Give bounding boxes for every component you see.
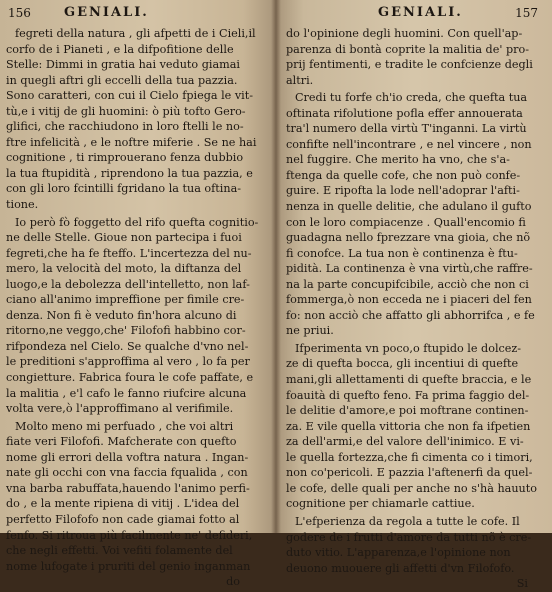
text-line: nome lufogate i pruriti del genio inganman [6, 559, 251, 573]
text-line: nome gli errori della voftra natura . Ingan- [6, 450, 249, 464]
text-line: le preditioni s'approffima al vero , lo fa per [6, 355, 250, 369]
text-line: denza. Non fi è veduto fin'hora alcuno di [6, 308, 237, 322]
text-line: fegreti della natura , gli afpetti de i Cieli,il [15, 27, 256, 40]
text-line: do l'opinione degli huomini. Con quell'ap- [286, 27, 523, 40]
text-line: na la parte concupifcibile, acciò che non ci [286, 277, 529, 291]
text-line: corfo de i Pianeti , e la difpofitione delle [6, 42, 234, 56]
text-line: nenza in quelle delitie, che adulano il gufto [286, 200, 532, 214]
text-line: oftinata rifolutione pofla effer annouerata [286, 106, 523, 120]
text-line: volta vere,ò l'approffimano al verifimile. [6, 402, 234, 416]
text-line: ne priui. [286, 324, 334, 338]
text-line: prij fentimenti, e tradite le confcienze degli [286, 58, 533, 72]
right-page-text [286, 24, 546, 592]
text-line: L'efperienza da regola a tutte le cofe. Il [295, 514, 520, 528]
text-line: do , e la mente ripiena di vitij . L'idea del [6, 497, 240, 511]
text-line: Molto meno mi perfuado , che voi altri [15, 419, 234, 433]
text-line: la malitia , e'l cafo le fanno riufcire alcuna [6, 386, 247, 400]
left-page-text [6, 24, 268, 590]
text-line: guire. E ripofta la lode nell'adoprar l'afti- [286, 184, 520, 198]
text-line: parenza di bontà coprite la malitia de' pro- [286, 42, 529, 56]
paragraph [286, 341, 546, 512]
text-line: le delitie d'amore,e poi moftrane continen- [286, 404, 529, 418]
paragraph [286, 26, 546, 88]
text-line: deuono muouere gli affetti d'vn Filofofo. [286, 561, 515, 575]
catchword: Si [516, 577, 528, 591]
text-line: Ifperimenta vn poco,o ftupido le dolcez- [295, 341, 522, 355]
text-line: le quella fortezza,che fi cimenta co i timori, [286, 450, 533, 464]
text-line: foauità di quefto feno. Fa prima faggio del- [286, 388, 530, 402]
text-line: Sono caratteri, con cui il Cielo fpiega le vit- [6, 89, 254, 103]
text-line: godere de i frutti d'amore da tutti nõ è cre- [286, 530, 532, 544]
text-line: fi conofce. La tua non è continenza è ftu- [286, 246, 518, 260]
running-title-left: GENIALI. [64, 5, 149, 20]
text-line: nate gli occhi con vna faccia fqualida , con [6, 466, 248, 480]
text-line: guadagna nello fprezzare vna gioia, che nõ [286, 231, 531, 245]
left-page [0, 0, 276, 589]
paragraph [286, 514, 546, 576]
page-number-right: 157 [515, 6, 538, 20]
text-line: ze di quefta bocca, gli incentiui di quefte [286, 357, 519, 371]
text-line: fiate veri Filofofi. Mafcherate con quefto [6, 435, 237, 449]
text-line: mani,gli allettamenti di quefte braccia, e le [286, 373, 532, 387]
text-line: fegreti,che ha fe fteffo. L'incertezza del nu- [6, 246, 252, 260]
text-line: tra'l numero della virtù T'inganni. La virtù [286, 122, 527, 136]
text-line: ciano all'animo impreffione per fimile cre- [6, 293, 245, 307]
text-line: altri. [286, 73, 314, 87]
text-line: za. E vile quella vittoria che non fa ifpetien [286, 419, 531, 433]
text-line: pidità. La continenza è vna virtù,che raffre- [286, 262, 533, 276]
paragraph [286, 90, 546, 339]
text-line: perfetto Filofofo non cade giamai fotto al [6, 512, 240, 526]
text-line: tione. [6, 198, 39, 212]
text-line: in quegli aftri gli eccelli della tua pazzia. [6, 73, 238, 87]
text-line: ftenga da quelle cofe, che non può confe- [286, 168, 521, 182]
book-gutter [271, 0, 281, 533]
text-line: rifpondeza nel Cielo. Se qualche d'vno nel- [6, 339, 249, 353]
right-page [276, 0, 552, 591]
text-line: Credi tu forfe ch'io creda, che quefta tua [295, 91, 528, 105]
text-line: Stelle: Dimmi in gratia hai veduto giamai [6, 58, 240, 72]
text-line: luogo,e la debolezza dell'intelletto, non laf- [6, 277, 250, 291]
text-line: le cofe, delle quali per anche no s'hà hauuto [286, 481, 537, 495]
text-line: za dell'armi,e del valore dell'inimico. E vi- [286, 435, 524, 449]
text-line: nel fuggire. Che merito ha vno, che s'a- [286, 153, 510, 167]
text-line: ftre infelicità , e le noftre miferie . Se ne hai [6, 135, 257, 149]
text-line: che negli effetti. Voi vefiti folamente del [6, 544, 233, 558]
running-title-right: GENIALI. [378, 5, 463, 20]
text-line: glifici, che racchiudono in loro ftelli le no- [6, 120, 244, 134]
text-line: fenfo. Si ritroua più facilmente ne' defideri, [6, 528, 253, 542]
text-line: confifte nell'incontrare , e nel vincere , non [286, 137, 532, 151]
text-line: non co'pericoli. E pazzia l'aftenerfi da quel- [286, 466, 533, 480]
text-line: duto vitio. L'apparenza,e l'opinione non [286, 546, 511, 560]
text-line: cognitione , ti rimprouerano fenza dubbio [6, 151, 244, 165]
running-header-right [286, 4, 546, 24]
text-line: ne delle Stelle. Gioue non partecipa i fuoi [6, 231, 242, 245]
text-line: la tua ftupidità , riprendono la tua pazzia, e [6, 166, 253, 180]
text-line: fommerga,ò non ecceda ne i piaceri del fen [286, 293, 532, 307]
text-line: congietture. Fabrica foura le cofe paffate, e [6, 371, 254, 385]
text-line: con le loro compiacenze . Quall'encomio fi [286, 215, 526, 229]
paragraph [6, 419, 268, 574]
paragraph [6, 26, 268, 213]
text-line: mero, la velocità del moto, la diftanza del [6, 262, 242, 276]
running-header-left [6, 4, 268, 24]
paragraph [6, 215, 268, 417]
text-line: Io però fò foggetto del rifo quefta cognitio- [15, 215, 259, 229]
catchword: do [226, 575, 240, 589]
text-line: con gli loro fcintilli fgridano la tua oftina- [6, 182, 242, 196]
text-line: vna barba rabuffata,hauendo l'animo perfi- [6, 481, 250, 495]
text-line: ritorno,ne veggo,che' Filofofi habbino cor- [6, 324, 246, 338]
page-number-left: 156 [8, 6, 31, 20]
text-line: cognitione per chiamarle cattiue. [286, 497, 475, 511]
text-line: tù,e i vitij de gli huomini: ò più tofto Gero- [6, 104, 246, 118]
text-line: fo: non acciò che affatto gli abhorrifca , e fe [286, 308, 535, 322]
